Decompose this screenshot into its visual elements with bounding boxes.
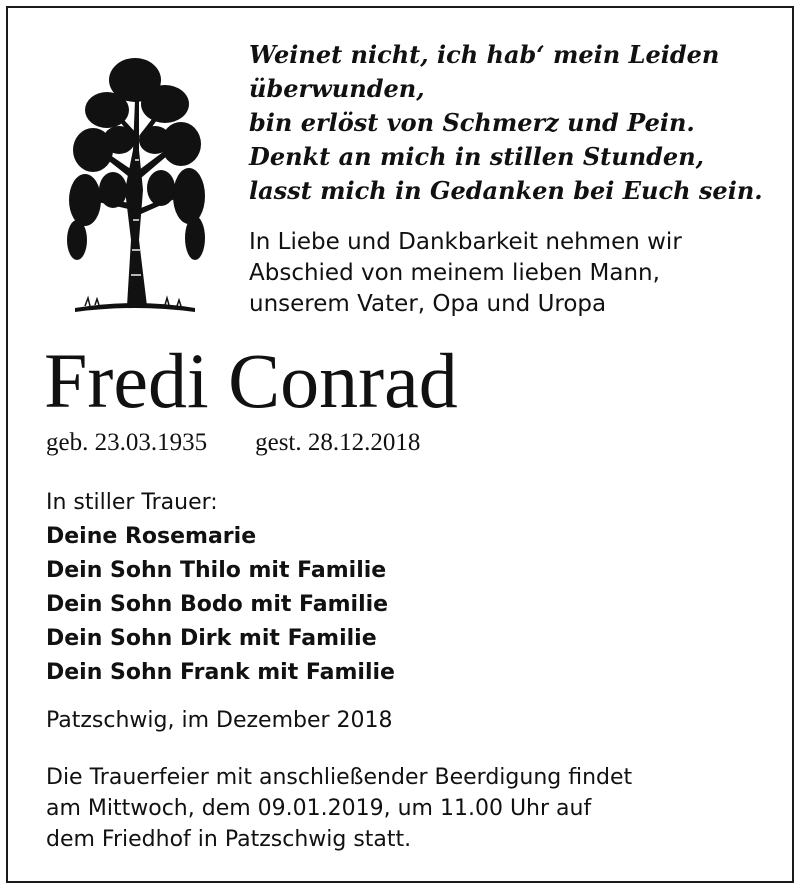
poem-line: überwunden,: [249, 74, 425, 103]
poem-line: Weinet nicht, ich hab‘ mein Leiden: [249, 40, 720, 69]
intro-line: Abschied von meinem lieben Mann,: [249, 260, 660, 286]
intro-line: unserem Vater, Opa und Uropa: [249, 291, 607, 317]
poem-line: Denkt an mich in stillen Stunden,: [249, 142, 705, 171]
place-and-date: Patzschwig, im Dezember 2018: [46, 708, 393, 733]
birth-date: geb. 23.03.1935: [46, 429, 208, 456]
mourners: [46, 486, 395, 690]
deceased-name: Fredi Conrad: [44, 337, 458, 424]
intro-text: [249, 227, 789, 320]
funeral-line: am Mittwoch, dem 09.01.2019, um 11.00 Uhr auf: [46, 796, 592, 821]
mourner-name: Dein Sohn Dirk mit Familie: [46, 626, 377, 651]
mourner-name: Dein Sohn Thilo mit Familie: [46, 558, 387, 583]
poem-line: bin erlöst von Schmerz und Pein.: [249, 108, 695, 137]
mourner-name: Dein Sohn Bodo mit Familie: [46, 592, 389, 617]
funeral-info: [46, 762, 632, 855]
mourner-name: Dein Sohn Frank mit Familie: [46, 660, 395, 685]
life-dates: [46, 428, 420, 458]
mourner-name: Deine Rosemarie: [46, 524, 257, 549]
poem-line: lasst mich in Gedanken bei Euch sein.: [249, 176, 763, 205]
death-date: gest. 28.12.2018: [255, 429, 421, 456]
intro-line: In Liebe und Dankbarkeit nehmen wir: [249, 229, 682, 255]
poem: [249, 38, 789, 208]
birch-tree-icon: [55, 40, 215, 320]
funeral-line: Die Trauerfeier mit anschließender Beerdigung findet: [46, 765, 633, 790]
funeral-line: dem Friedhof in Patzschwig statt.: [46, 827, 412, 852]
mourners-heading: In stiller Trauer:: [46, 490, 218, 515]
